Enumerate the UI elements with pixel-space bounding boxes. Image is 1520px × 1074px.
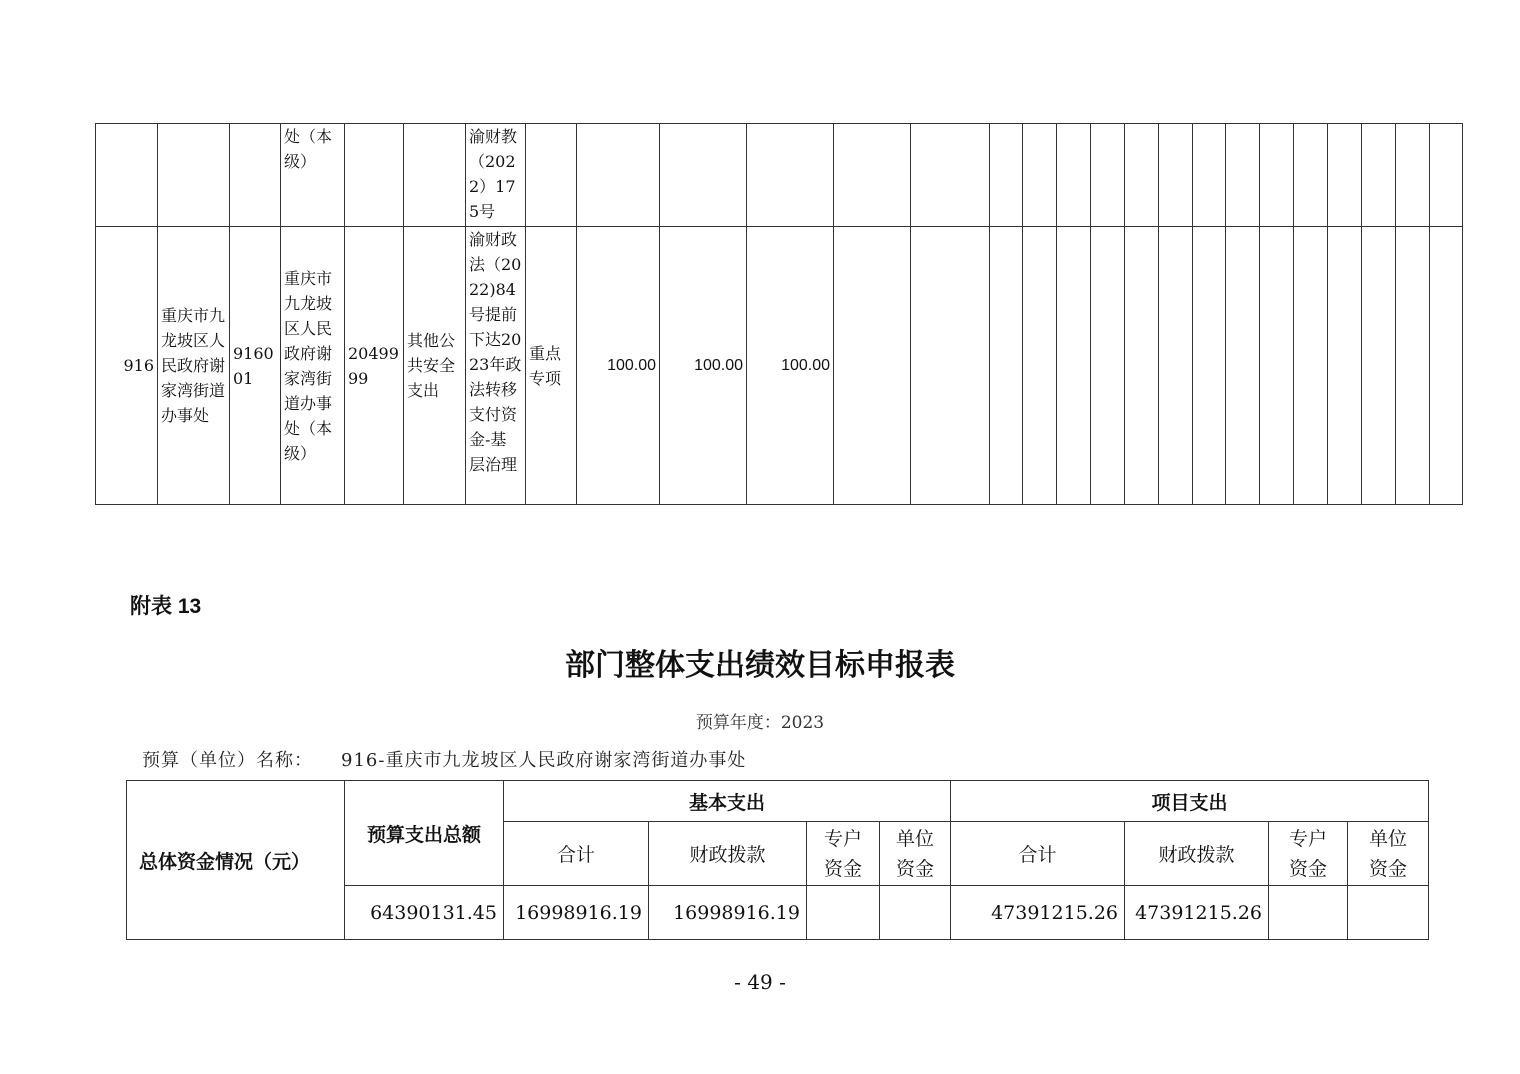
basic-fiscal-amount: 16998916.19 bbox=[649, 886, 807, 940]
basic-total-header: 合计 bbox=[504, 822, 649, 886]
basic-total-amount: 16998916.19 bbox=[504, 886, 649, 940]
code-cell: 916 bbox=[96, 227, 158, 505]
doc-name-cell: 渝财政法（2022)84号提前下达2023年政法转移支付资金-基层治理 bbox=[466, 227, 526, 505]
project-special-amount bbox=[1269, 886, 1348, 940]
unit-code-cell: 916001 bbox=[230, 227, 281, 505]
basic-special-amount bbox=[807, 886, 880, 940]
continuation-table bbox=[95, 123, 1463, 505]
project-unit-header: 单位资金 bbox=[1348, 822, 1429, 886]
project-fiscal-amount: 47391215.26 bbox=[1125, 886, 1269, 940]
unit-value: 916-重庆市九龙坡区人民政府谢家湾街道办事处 bbox=[341, 750, 747, 771]
project-unit-amount bbox=[1348, 886, 1429, 940]
subject-code-cell: 2049999 bbox=[345, 227, 404, 505]
subunit-name-cell: 重庆市九龙坡区人民政府谢家湾街道办事处（本级） bbox=[281, 227, 345, 505]
table-row bbox=[96, 124, 1463, 227]
project-type-cell: 重点专项 bbox=[526, 227, 577, 505]
unit-label: 预算（单位）名称： bbox=[142, 750, 313, 771]
doc-number-cell: 渝财教（2022）175号 bbox=[466, 124, 526, 227]
project-special-header: 专户资金 bbox=[1269, 822, 1348, 886]
unit-name-cell: 处（本级） bbox=[281, 124, 345, 227]
project-header: 项目支出 bbox=[951, 781, 1429, 822]
basic-header: 基本支出 bbox=[504, 781, 951, 822]
table-row bbox=[96, 227, 1463, 505]
total-amount: 64390131.45 bbox=[345, 886, 504, 940]
unit-name-cell: 重庆市九龙坡区人民政府谢家湾街道办事处 bbox=[158, 227, 230, 505]
appendix-label: 附表 13 bbox=[130, 595, 202, 618]
page-title: 部门整体支出绩效目标申报表 bbox=[565, 648, 955, 683]
basic-unit-amount bbox=[880, 886, 951, 940]
amount-cell: 100.00 bbox=[660, 227, 747, 505]
row-header: 总体资金情况（元） bbox=[127, 781, 345, 940]
project-total-header: 合计 bbox=[951, 822, 1125, 886]
unit-line bbox=[142, 746, 746, 772]
project-fiscal-header: 财政拨款 bbox=[1125, 822, 1269, 886]
project-total-amount: 47391215.26 bbox=[951, 886, 1125, 940]
basic-unit-header: 单位资金 bbox=[880, 822, 951, 886]
amount-cell: 100.00 bbox=[747, 227, 834, 505]
fund-table bbox=[126, 780, 1429, 940]
basic-fiscal-header: 财政拨款 bbox=[649, 822, 807, 886]
budget-year: 预算年度：2023 bbox=[695, 713, 825, 733]
page-number: - 49 - bbox=[734, 970, 786, 994]
amount-cell: 100.00 bbox=[577, 227, 660, 505]
subject-name-cell: 其他公共安全支出 bbox=[404, 227, 466, 505]
total-header: 预算支出总额 bbox=[345, 781, 504, 886]
basic-special-header: 专户资金 bbox=[807, 822, 880, 886]
